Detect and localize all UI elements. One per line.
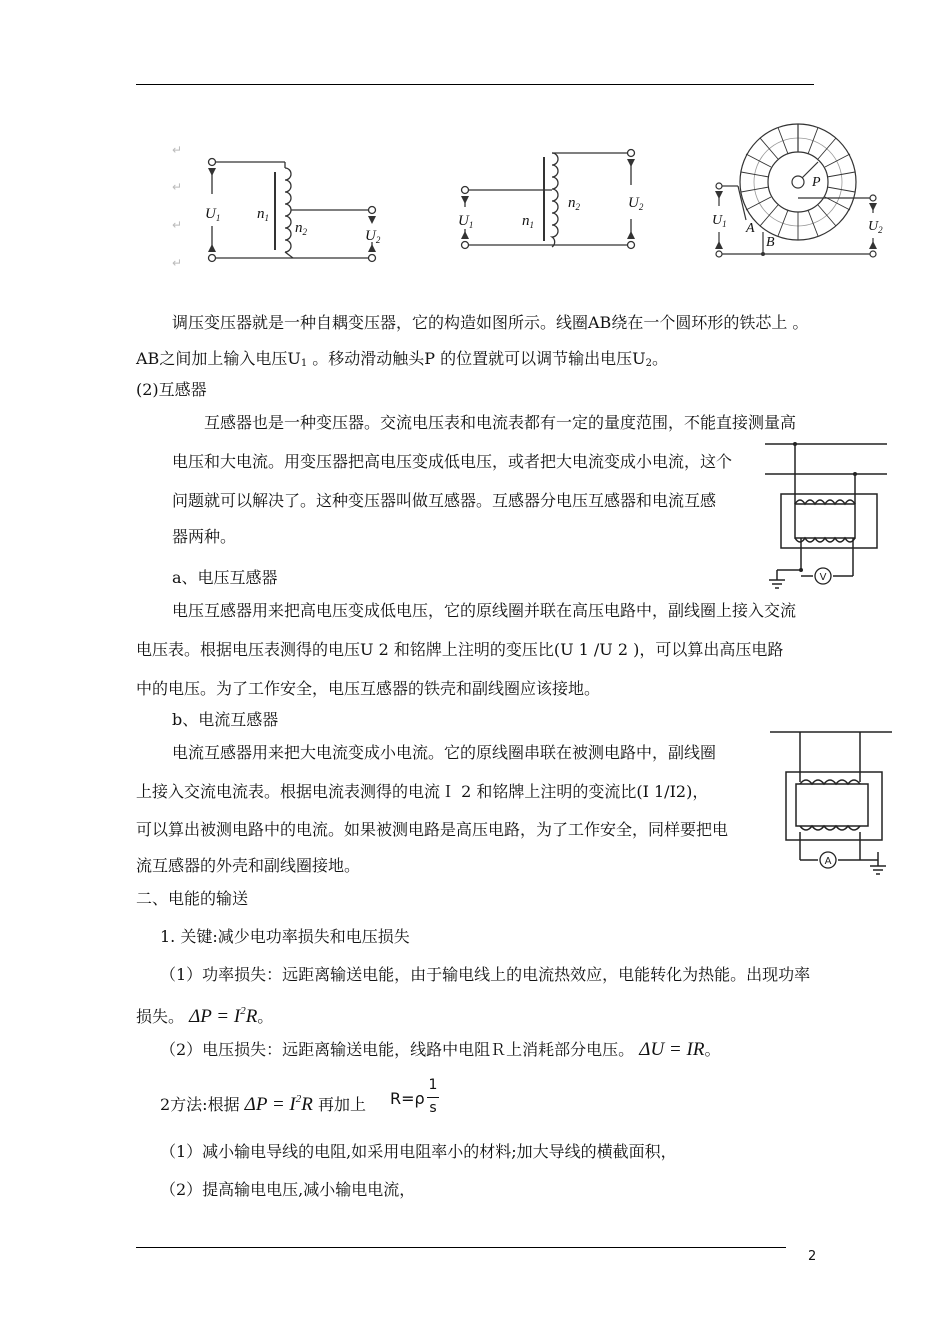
para3-line2: 电压表。根据电压表测得的电压U 2 和铭牌上注明的变压比(U 1 /U 2 )，可以算出高压电路 [136,640,784,659]
svg-text:n2: $n_2$ [568,195,580,212]
svg-text:U1: $U_1$ [458,213,474,230]
svg-text:n1: $n_1$ [257,206,269,223]
voltage-loss-formula: ΔU = IR [639,1039,705,1060]
svg-text:U2: $U_2$ [628,195,644,212]
para2-line2: 电压和大电流。用变压器把高电压变成低电压，或者把大电流变成小电流，这个 [172,452,733,471]
power-loss-formula: $\Delta P = I^2R$ [189,1005,258,1027]
heading-current-transformer: b、电流互感器 [172,710,279,729]
current-transformer-diagram [770,728,895,878]
power-loss-line1: （1）功率损失：远距离输送电能，由于输电线上的电流热效应，电能转化为热能。出现功率 [160,965,811,984]
toroidal-variac-figure [708,120,888,270]
autotransformer-figure-1 [195,150,395,280]
power-loss-line2: 损失。 $\Delta P = I^2R$。 [136,1005,274,1027]
method-line: 2方法:根据 $\Delta P = I^2R$ 再加上 [160,1093,366,1115]
section-heading-power-transmission: 二、电能的输送 [136,889,249,908]
voltage-transformer-diagram [765,440,890,590]
svg-text:n1: $n_1$ [522,213,534,230]
svg-text:U1: $U_1$ [712,213,727,229]
resistance-fraction: 1 s [428,1077,438,1116]
para3-line3: 中的电压。为了工作安全，电压互感器的铁壳和副线圈应该接地。 [136,679,601,698]
svg-text:n2: $n_2$ [295,220,307,237]
paragraph-mark-icon: ↵ [172,218,183,232]
voltmeter-icon: V [819,572,827,583]
para4-line4: 流互感器的外壳和副线圈接地。 [136,856,361,875]
page-number: 2 [808,1249,817,1264]
svg-text:B: B [766,235,775,250]
para1-line1: 调压变压器就是一种自耦变压器，它的构造如图所示。线圈AB绕在一个圆环形的铁芯上 。 [172,313,809,332]
header-rule [136,84,814,85]
svg-text:U2: $U_2$ [868,219,883,235]
svg-text:U1: $U_1$ [205,206,221,223]
svg-text:P: P [812,175,821,190]
heading-voltage-transformer: a、电压互感器 [172,568,278,587]
svg-text:A: A [746,221,755,236]
resistance-formula: R=ρ [390,1089,425,1108]
key-line: 1. 关键:减少电功率损失和电压损失 [160,927,410,946]
svg-text:U2: $U_2$ [365,228,381,245]
fig1-u1-label: U [205,206,216,222]
voltage-loss-line: （2）电压损失：远距离输送电能，线路中电阻Ｒ上消耗部分电压。 ΔU = IR。 [160,1039,721,1060]
para4-line1: 电流互感器用来把大电流变成小电流。它的原线圈串联在被测电路中，副线圈 [172,743,717,762]
para1-line2: AB之间加上输入电压$U_1$ 。移动滑动触头P 的位置就可以调节输出电压$U_2$。 [136,349,669,369]
para2-line1: 互感器也是一种变压器。交流电压表和电流表都有一定的量度范围，不能直接测量高 [204,413,797,432]
method-formula: $\Delta P = I^2R$ [244,1093,313,1115]
footer-rule [136,1247,786,1248]
section-heading-transformer: (2)互感器 [136,380,207,399]
para2-line3: 问题就可以解决了。这种变压器叫做互感器。互感器分电压互感器和电流互感 [172,491,717,510]
para3-line1: 电压互感器用来把高电压变成低电压，它的原线圈并联在高压电路中，副线圈上接入交流 [172,601,797,620]
paragraph-mark-icon: ↵ [172,180,183,194]
autotransformer-figure-2 [452,145,652,255]
para2-line4: 器两种。 [172,527,237,546]
paragraph-mark-icon: ↵ [172,143,183,157]
paragraph-mark-icon: ↵ [172,256,183,270]
para4-line3: 可以算出被测电路中的电流。如果被测电路是高压电路，为了工作安全，同样要把电 [136,820,729,839]
item1: （1）减小输电导线的电阻,如采用电阻率小的材料;加大导线的横截面积， [160,1142,677,1161]
ammeter-icon: A [824,856,832,867]
item2: （2）提高输电电压,减小输电电流， [160,1180,416,1199]
para4-line2: 上接入交流电流表。根据电流表测得的电流Ｉ 2 和铭牌上注明的变流比(I 1/I2)， [136,782,709,801]
